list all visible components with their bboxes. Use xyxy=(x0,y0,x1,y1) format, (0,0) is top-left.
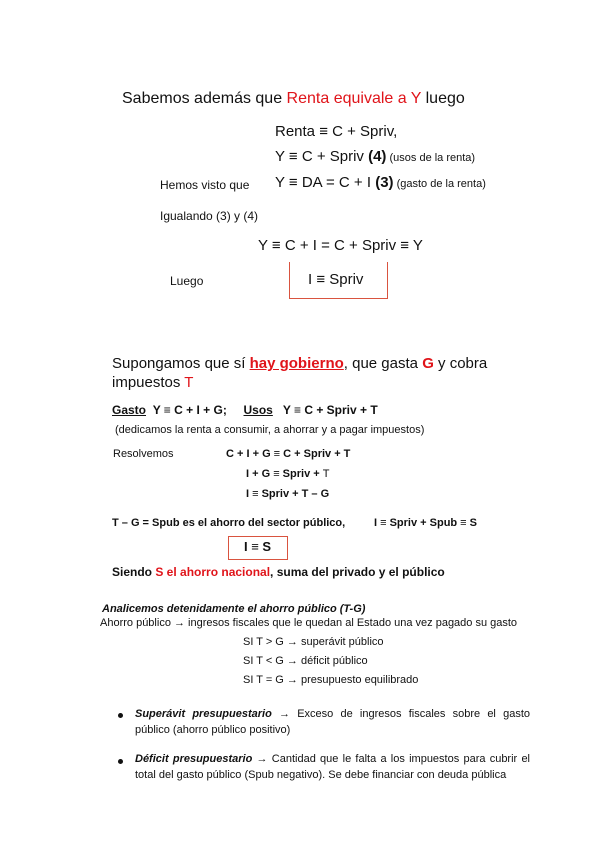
bullet-superavit: Superávit presupuestario → Exceso de ingresos fiscales sobre el gasto público (ahorro público positivo) xyxy=(135,708,530,736)
ahorro-publico-definition: Ahorro público → ingresos fiscales que le quedan al Estado una vez pagado su gasto xyxy=(100,617,518,629)
spub-equation: T – G = Spub xyxy=(112,517,180,529)
resolve-step-1: C + I + G ≡ C + Spriv + T xyxy=(226,448,351,460)
ahorro-nacional-highlight: S el ahorro nacional xyxy=(155,565,271,579)
equation-note: (usos de la renta) xyxy=(386,152,476,164)
spub-description: es el ahorro del sector público, xyxy=(179,517,346,529)
resolve-step-3: I ≡ Spriv + T – G xyxy=(246,488,330,500)
ahorro-publico-heading: Analicemos detenidamente el ahorro público (T-G) xyxy=(102,603,366,615)
symbol-G: G xyxy=(422,355,434,372)
gasto-equation: Y ≡ C + I + G; xyxy=(152,403,227,417)
igualando-label: Igualando (3) y (4) xyxy=(160,209,259,223)
resolve-step-2: I + G ≡ Spriv + T xyxy=(246,468,330,480)
intro-line xyxy=(122,90,465,108)
spub-line xyxy=(112,517,345,529)
luego-label: Luego xyxy=(170,274,204,288)
term-deficit: Déficit presupuestario xyxy=(135,753,253,765)
ahorro-total-equation: I ≡ Spriv + Spub ≡ S xyxy=(374,517,477,529)
resolvemos-label: Resolvemos xyxy=(113,448,174,460)
gobierno-title-line2: impuestos T xyxy=(112,374,194,391)
usos-label: Usos xyxy=(243,403,273,417)
renta-note: (dedicamos la renta a consumir, a ahorrar y a pagar impuestos) xyxy=(115,424,425,436)
equation-igualdad: Y ≡ C + I = C + Spriv ≡ Y xyxy=(258,237,423,254)
equation-note: (gasto de la renta) xyxy=(393,178,486,190)
intro-highlight: Renta equivale a Y xyxy=(286,90,422,107)
intro-text-end: luego xyxy=(421,90,465,107)
case-equilibrio: SI T = G → presupuesto equilibrado xyxy=(243,674,419,686)
result-equation: I ≡ Spriv xyxy=(308,271,364,288)
case-deficit: SI T < G → déficit público xyxy=(243,655,368,667)
equation-renta: Renta ≡ C + Spriv, xyxy=(275,123,398,140)
bullet-icon xyxy=(118,713,123,718)
equation-number-4: (4) xyxy=(368,148,387,165)
gasto-label: Gasto xyxy=(112,403,147,417)
hemos-label: Hemos visto que xyxy=(160,178,250,192)
gobierno-title-line1: Supongamos que sí hay gobierno, que gasta G y cobra xyxy=(112,355,488,372)
equation-usos: Y ≡ C + Spriv (4) (usos de la renta) xyxy=(275,148,476,165)
case-superavit: SI T > G → superávit público xyxy=(243,636,384,648)
bullet-icon xyxy=(118,759,123,764)
bullet-deficit: Déficit presupuestario → Cantidad que le falta a los impuestos para cubrir el total del gasto público (Spub negativo). Se debe financiar con deuda pública xyxy=(135,753,530,781)
intro-text: Sabemos además que xyxy=(122,90,287,107)
symbol-T: T xyxy=(184,374,194,391)
equation-gasto: Y ≡ DA = C + I (3) (gasto de la renta) xyxy=(275,174,486,191)
usos-equation: Y ≡ C + Spriv + T xyxy=(282,403,378,417)
gobierno-highlight: hay gobierno xyxy=(249,355,344,372)
equation-number-3: (3) xyxy=(375,174,394,191)
term-superavit: Superávit presupuestario xyxy=(135,708,272,720)
gasto-usos-line xyxy=(112,403,378,417)
result-box-2-text: I ≡ S xyxy=(244,539,272,554)
siendo-line: Siendo S el ahorro nacional, suma del privado y el público xyxy=(112,565,445,579)
